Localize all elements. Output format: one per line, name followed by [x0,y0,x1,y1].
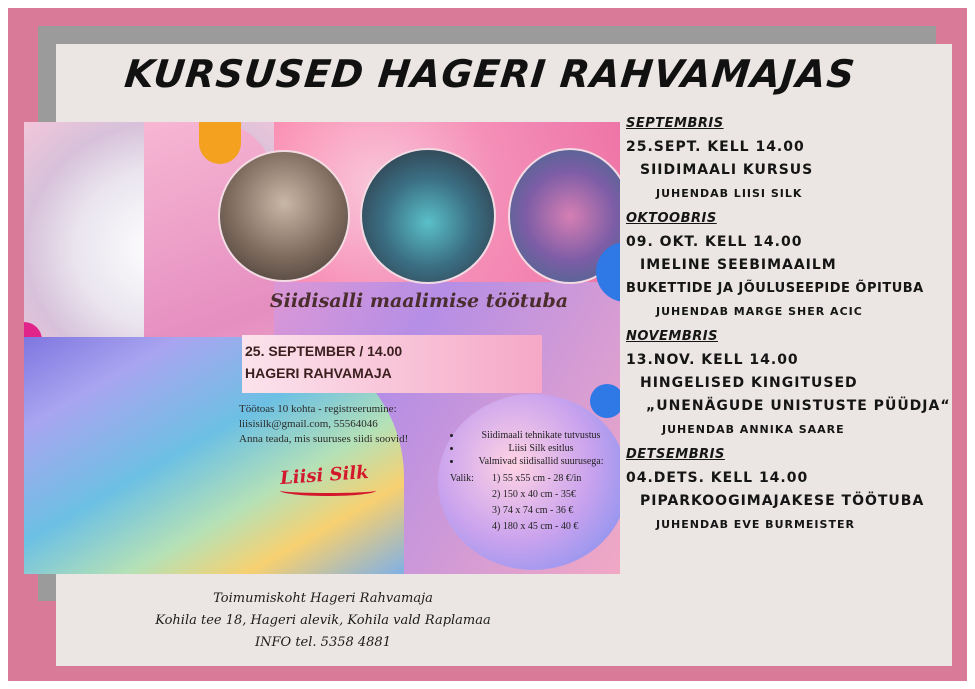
registration-info [239,402,449,447]
course-name: IMELINE SEEBIMAAILM [640,257,837,273]
course-subtitle: BUKETTIDE JA JÕULUSEEPIDE ÕPITUBA [626,281,924,296]
course-time: 04.DETS. KELL 14.00 [626,470,809,486]
venue-name: Toimumiskoht Hageri Rahvamaja [213,591,433,606]
size-options [450,472,620,533]
course-time: 13.NOV. KELL 14.00 [626,352,799,368]
course-time: 09. OKT. KELL 14.00 [626,234,803,250]
workshop-title: Siidisalli maalimise töötuba [269,290,569,312]
option-item: 3) 74 x 74 cm - 36 € [492,505,574,516]
course-name: HINGELISED KINGITUSED [640,375,858,391]
feature-list [450,429,620,533]
workshop-photo-2 [360,148,496,284]
feature-item: • Siidimaali tehnikate tutvustus [462,429,620,442]
registration-contact: liisisilk@gmail.com, 55564046 [239,418,378,430]
blue-dot [590,384,620,418]
registration-line: Töötoas 10 kohta - registreerumine: [239,403,397,415]
page-title: KURSUSED HAGERI RAHVAMAJAS [122,52,858,96]
workshop-photo-1 [218,150,350,282]
month-heading: SEPTEMBRIS [626,116,724,131]
course-schedule [626,116,956,536]
venue-phone: INFO tel. 5358 4881 [255,635,391,650]
course-name: SIIDIMAALI KURSUS [640,162,814,178]
option-item: 1) 55 x55 cm - 28 €/in [492,473,582,484]
course-teacher: JUHENDAB EVE BURMEISTER [656,518,855,531]
workshop-place: HAGERI RAHVAMAJA [245,365,392,381]
workshop-date: 25. SEPTEMBER / 14.00 [245,343,403,359]
option-item: 4) 180 x 45 cm - 40 € [492,521,579,532]
date-box [242,335,542,393]
course-teacher: JUHENDAB LIISI SILK [656,187,803,200]
option-label: Valik: [450,473,474,484]
registration-note: Anna teada, mis suuruses siidi soovid! [239,433,409,445]
feature-item: • Liisi Silk esitlus [462,442,620,455]
month-heading: DETSEMBRIS [626,447,725,462]
course-time: 25.SEPT. KELL 14.00 [626,139,805,155]
course-teacher: JUHENDAB MARGE SHER ACIC [656,305,863,318]
month-heading: OKTOOBRIS [626,211,717,226]
logo-swoosh [280,485,376,496]
feature-item: • Valmivad siidisallid suurusega: [462,455,620,468]
venue-address: Kohila tee 18, Hageri alevik, Kohila vald Raplamaa [155,613,491,628]
option-item: 2) 150 x 40 cm - 35€ [492,489,576,500]
liisi-silk-logo: Liisi Silk [279,461,370,490]
month-heading: NOVEMBRIS [626,329,718,344]
orange-dot [199,122,241,164]
course-subtitle: „UNENÄGUDE UNISTUSTE PÜÜDJA“ [646,398,951,414]
course-name: PIPARKOOGIMAJAKESE TÖÖTUBA [640,493,925,509]
workshop-poster [24,122,620,574]
course-teacher: JUHENDAB ANNIKA SAARE [662,423,845,436]
venue-info [118,588,528,654]
